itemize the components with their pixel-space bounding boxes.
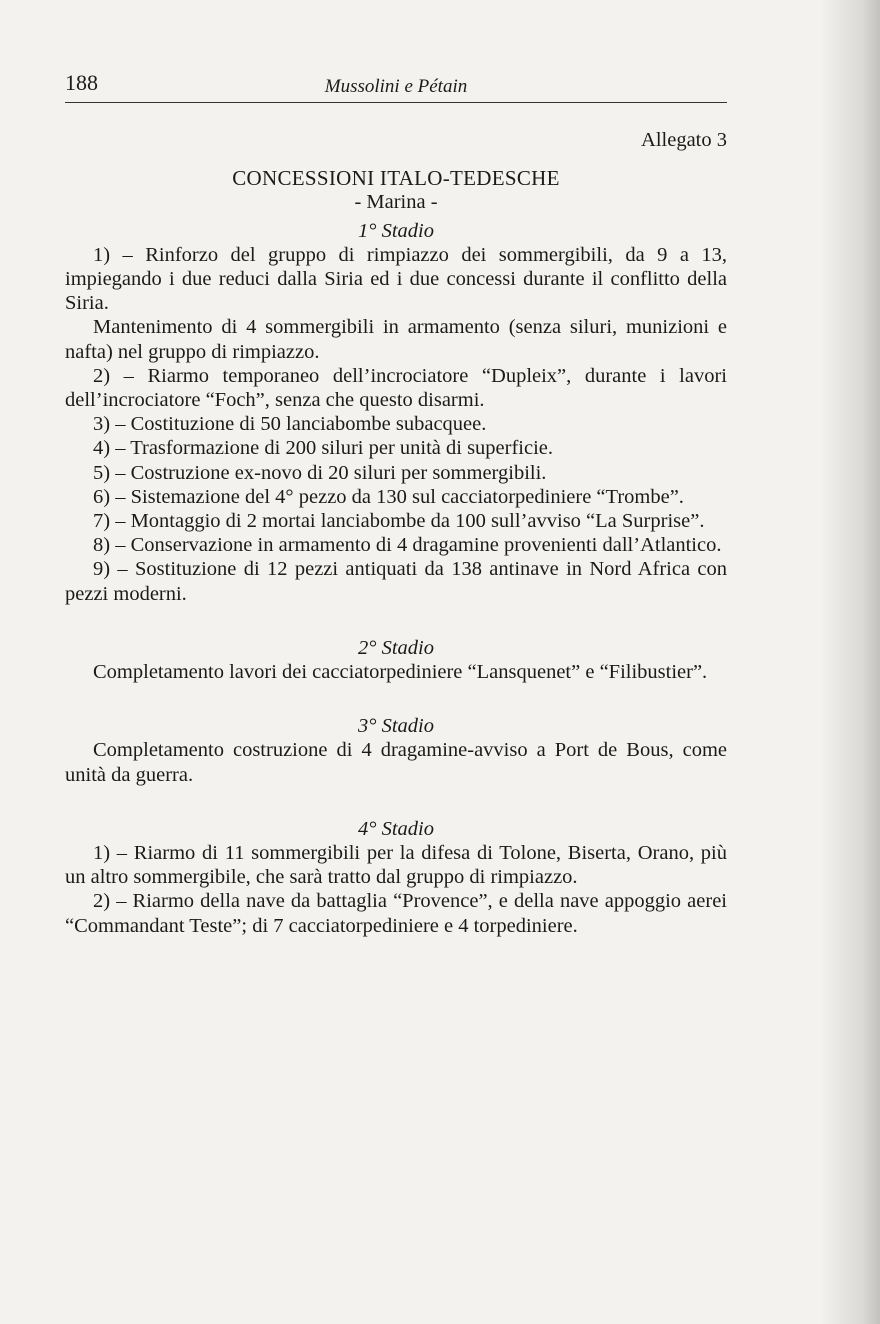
page-number: 188 <box>65 70 98 95</box>
stage-2-text: Completamento lavori dei cacciatorpediniere “Lansquenet” e “Filibustier”. <box>93 661 708 684</box>
stage-2-section <box>65 636 727 684</box>
annex-label: Allegato 3 <box>641 129 727 151</box>
document-subtitle: - Marina - <box>354 191 438 214</box>
stage-4-section <box>65 817 727 938</box>
stage-1-heading: 1° Stadio <box>358 219 434 242</box>
stage-3-heading: 3° Stadio <box>358 715 434 738</box>
stage-1-item: 2) – Riarmo temporaneo dell’incrociatore “Dupleix”, durante i lavori dell’incrociatore “Foch”, senza che questo disarmi. <box>65 364 727 412</box>
stage-1-item: 5) – Costruzione ex-novo di 20 siluri per sommergibili. <box>93 461 547 484</box>
running-title: Mussolini e Pétain <box>324 76 468 97</box>
stage-1-item: 7) – Montaggio di 2 mortai lanciabombe da 100 sull’avviso “La Surprise”. <box>93 510 705 533</box>
stage-1-item: 6) – Sistemazione del 4° pezzo da 130 sul cacciatorpediniere “Trombe”. <box>93 485 684 508</box>
stage-1-item: 3) – Costituzione di 50 lanciabombe subacquee. <box>93 413 487 436</box>
stage-3-section <box>65 714 727 787</box>
stage-1-item: 8) – Conservazione in armamento di 4 dragamine provenienti dall’Atlantico. <box>93 534 722 557</box>
stage-1-item: Mantenimento di 4 sommergibili in armamento (senza siluri, munizioni e nafta) nel gruppo di rimpiazzo. <box>65 316 727 363</box>
stage-1-item: 1) – Rinforzo del gruppo di rimpiazzo dei sommergibili, da 9 a 13, impiegando i due reduci dalla Siria ed i due concessi durante il conflitto della Siria. <box>65 243 727 315</box>
stage-1-section <box>65 219 727 606</box>
stage-1-item: 4) – Trasformazione di 200 siluri per unità di superficie. <box>93 437 554 460</box>
stage-4-item: 1) – Riarmo di 11 sommergibili per la difesa di Tolone, Biserta, Orano, più un altro sommergibile, che sarà tratto dal gruppo di rimpiazzo. <box>65 842 727 889</box>
page-header <box>65 68 727 103</box>
document-title: CONCESSIONI ITALO-TEDESCHE <box>232 166 560 191</box>
stage-2-heading: 2° Stadio <box>358 636 434 659</box>
stage-4-heading: 4° Stadio <box>358 817 434 840</box>
document-body <box>65 128 727 938</box>
stage-4-item: 2) – Riarmo della nave da battaglia “Provence”, e della nave appoggio aerei “Commandant Teste”; di 7 cacciatorpediniere e 4 torpediniere. <box>65 890 727 937</box>
stage-1-item: 9) – Sostituzione di 12 pezzi antiquati da 138 antinave in Nord Africa con pezzi moderni. <box>65 558 727 605</box>
stage-3-text: Completamento costruzione di 4 dragamine-avviso a Port de Bous, come unità da guerra. <box>65 739 727 786</box>
page-edge-shadow <box>820 0 880 1324</box>
